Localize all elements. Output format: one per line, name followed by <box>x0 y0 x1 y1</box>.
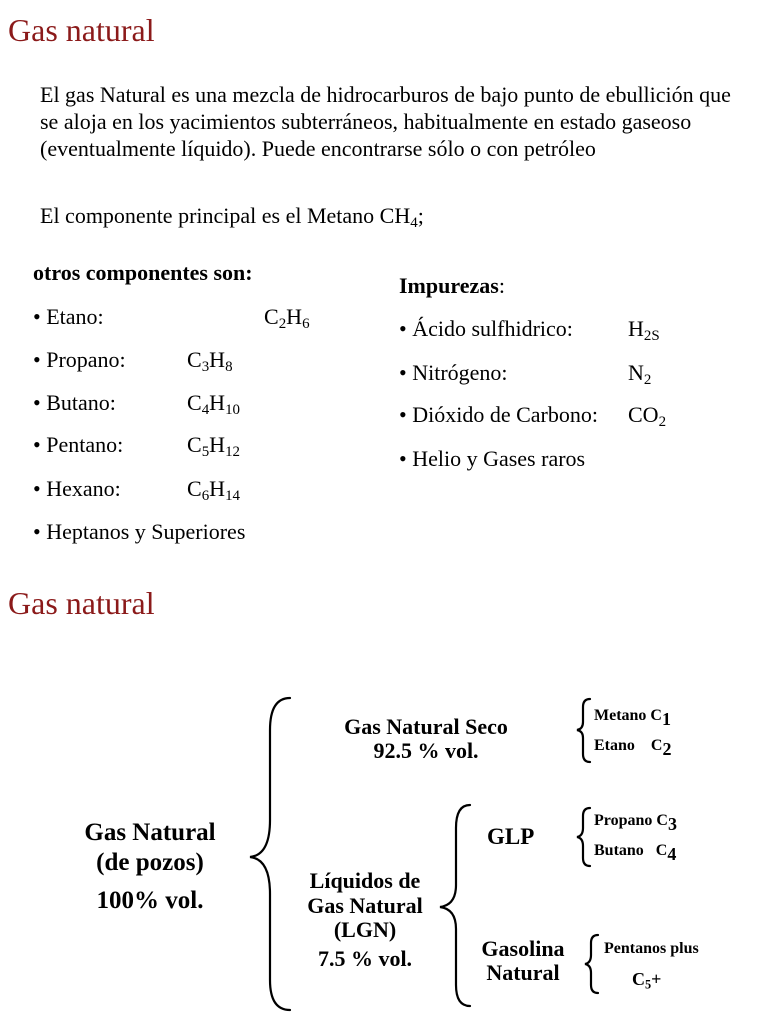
dry-component: Metano $C_1$ <box>594 707 671 730</box>
component-formula: $C_5H_{12}$ <box>187 432 241 461</box>
glp-node: GLP <box>487 824 535 849</box>
gasoline-component: Pentanos plus <box>604 940 699 957</box>
impurity-formula: $H_{2S}$ <box>628 316 660 345</box>
intro-paragraph: El gas Natural es una mezcla de hidrocarburos de bajo punto de ebullición que se aloja en los yacimientos subterráneos, habitualmente en estado gaseoso (eventualmente líquido). Puede encontrarse sólo o con petróleo <box>40 82 731 161</box>
component-formula: $C_4H_{10}$ <box>187 390 241 419</box>
gasoline-component-formula: $C_5+$ <box>632 969 662 992</box>
lgn-brace <box>440 805 470 1006</box>
component-name: • Propano: <box>33 347 126 372</box>
root-node: Gas Natural (de pozos) 100% vol. <box>84 819 216 914</box>
dry-brace <box>577 699 590 762</box>
glp-component: Butano $C_4$ <box>594 842 677 865</box>
slide2-title: Gas natural <box>8 585 155 621</box>
impurity-name: • Dióxido de Carbono: <box>399 402 598 427</box>
component-formula: $C_2H_6$ <box>264 304 310 333</box>
component-formula: $C_3H_8$ <box>187 347 233 376</box>
component-name: • Hexano: <box>33 476 121 501</box>
root-brace <box>250 698 290 1010</box>
gasoline-brace <box>585 935 598 993</box>
glp-brace <box>577 808 590 866</box>
component-formula: $C_6H_{14}$ <box>187 476 241 505</box>
components-heading: otros componentes son: <box>33 260 253 285</box>
impurity-name: • Ácido sulfhidrico: <box>399 316 573 341</box>
component-name: • Etano: <box>33 304 104 329</box>
component-name: • Butano: <box>33 390 116 415</box>
dry-gas-node: Gas Natural Seco 92.5 % vol. <box>344 714 508 763</box>
gasoline-node: Gasolina Natural <box>481 936 565 985</box>
impurities-heading: Impurezas: <box>399 273 505 298</box>
component-name: • Pentano: <box>33 432 124 457</box>
impurity-formula: $CO_2$ <box>628 402 667 431</box>
dry-component: Etano $C_2$ <box>594 737 672 760</box>
impurity-name: • Nitrógeno: <box>399 360 508 385</box>
slide1-title: Gas natural <box>8 12 155 48</box>
component-last: • Heptanos y Superiores <box>33 519 246 544</box>
lgn-node: Líquidos de Gas Natural (LGN) 7.5 % vol. <box>307 868 423 971</box>
impurity-last: • Helio y Gases raros <box>399 446 586 471</box>
main-component-line: El componente principal es el Metano $CH_4$; <box>40 203 424 232</box>
impurity-formula: $N_2$ <box>628 360 652 389</box>
glp-component: Propano $C_3$ <box>594 812 677 835</box>
